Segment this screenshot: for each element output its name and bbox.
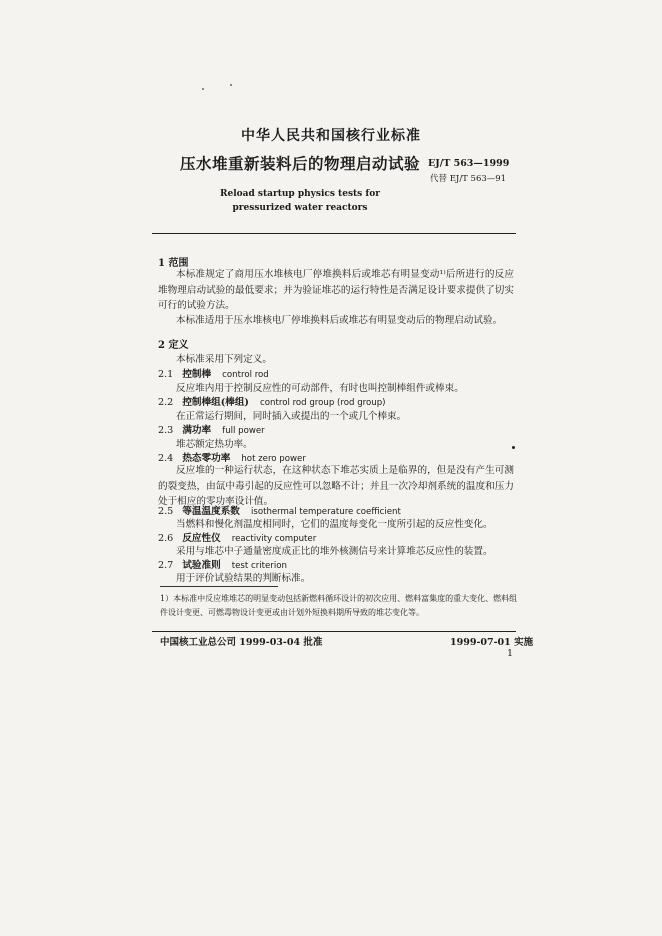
term-number: 2.3 — [158, 425, 174, 436]
term-2-7-definition: 用于评价试验结果的判断标准。 — [176, 573, 311, 584]
term-2-2-definition: 在正常运行期间，同时插入或提出的一个或几个棒束。 — [176, 411, 407, 422]
section-1-paragraph-1: 本标准规定了商用压水堆核电厂停堆换料后或堆芯有明显变动¹⁾后所进行的反应堆物理启动试验的最低要求；并为验证堆芯的运行特性是否满足设计要求提供了切实可行的试验方法。 — [158, 269, 514, 311]
header-divider — [152, 233, 516, 234]
term-english: reactivity computer — [231, 534, 317, 544]
scan-speck — [202, 88, 204, 90]
section-2-heading: 2 定义 — [158, 340, 189, 351]
term-name: 控制棒 — [182, 369, 212, 380]
implementation-date: 1999-07-01 实施 — [450, 637, 534, 648]
term-name: 控制棒组(棒组) — [182, 397, 249, 408]
term-number: 2.2 — [158, 397, 174, 408]
section-2-intro: 本标准采用下列定义。 — [176, 354, 272, 365]
term-english: hot zero power — [241, 454, 306, 464]
term-number: 2.7 — [158, 560, 174, 571]
footnote-divider — [160, 586, 278, 587]
term-name: 等温温度系数 — [182, 506, 240, 517]
standard-category: 中华人民共和国核行业标准 — [241, 128, 421, 144]
term-2-1-definition: 反应堆内用于控制反应性的可动部件，有时也叫控制棒组件或棒束。 — [176, 383, 464, 394]
term-name: 满功率 — [182, 425, 212, 436]
term-english: isothermal temperature coefficient — [250, 507, 401, 517]
document-title: 压水堆重新装料后的物理启动试验 — [180, 154, 421, 173]
term-2-4-definition: 反应堆的一种运行状态，在这种状态下堆芯实质上是临界的，但是没有产生可测的裂变热，由氙中毒引起的反应性可以忽略不计；并且一次冷却剂系统的温度和压力处于相应的零功率设计值。 — [158, 465, 514, 507]
term-name: 热态零功率 — [182, 453, 231, 464]
term-number: 2.4 — [158, 453, 174, 464]
term-name: 试验准则 — [182, 560, 221, 571]
term-name: 反应性仪 — [182, 533, 221, 544]
footnote: 1）本标准中反应堆堆芯的明显变动包括新燃料循环设计的初次应用、燃料富集度的重大变化、燃料组件设计变更、可燃毒物设计变更或由计划外短换料期所导致的堆芯变化等。 — [160, 594, 518, 617]
scan-speck — [230, 84, 232, 86]
term-number: 2.1 — [158, 369, 174, 380]
page-number: 1 — [507, 648, 514, 659]
english-title-line1: Reload startup physics tests for — [220, 189, 380, 199]
footer-divider — [152, 631, 516, 632]
term-2-6-definition: 采用与堆芯中子通量密度成正比的堆外核测信号来计算堆芯反应性的装置。 — [176, 546, 493, 557]
term-english: control rod — [222, 370, 269, 380]
term-2-3-definition: 堆芯额定热功率。 — [176, 439, 253, 450]
replaces-code: 代替 EJ/T 563—91 — [430, 174, 507, 184]
term-english: control rod group (rod group) — [260, 398, 386, 408]
term-2-5-definition: 当燃料和慢化剂温度相同时，它们的温度每变化一度所引起的反应性变化。 — [176, 519, 493, 530]
english-title-line2: pressurized water reactors — [232, 203, 368, 213]
standard-code: EJ/T 563—1999 — [428, 158, 510, 169]
section-1-heading: 1 范围 — [158, 258, 189, 269]
term-english: full power — [222, 426, 265, 436]
term-number: 2.6 — [158, 533, 174, 544]
section-1-paragraph-2: 本标准适用于压水堆核电厂停堆换料后或堆芯有明显变动后的物理启动试验。 — [176, 315, 503, 326]
issue-statement: 中国核工业总公司 1999-03-04 批准 — [160, 637, 323, 648]
scan-speck — [512, 446, 515, 449]
term-number: 2.5 — [158, 506, 174, 517]
term-english: test criterion — [231, 561, 287, 571]
